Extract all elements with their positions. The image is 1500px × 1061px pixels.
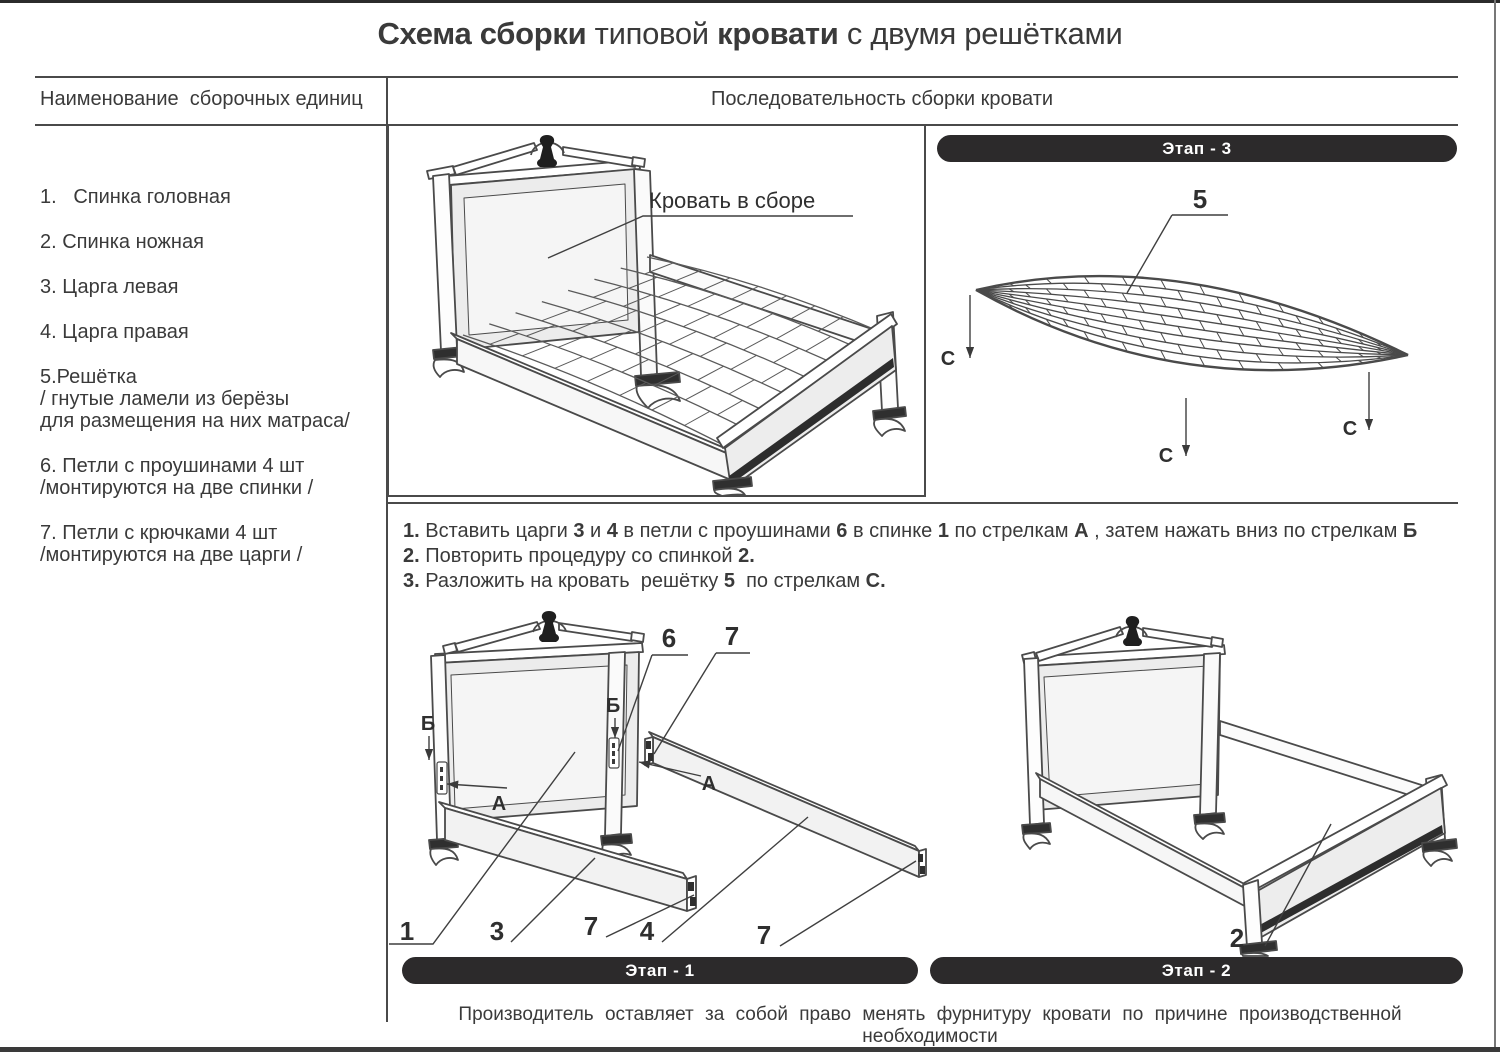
label-b-right: Б [605,695,621,717]
text-segment: Вставить царги [419,520,574,542]
text-segment: 1 [937,520,949,542]
parts-list-item [40,276,385,298]
urn-finial-icon [1123,616,1142,646]
parts-list-item [40,522,385,566]
page-title [0,16,1500,52]
text-segment: по стрелкам [948,520,1075,542]
section-divider [387,502,1458,504]
assembly-instructions [403,519,1488,594]
top-border-line [0,0,1500,3]
stage1-banner: Этап - 1 [402,957,918,984]
text-segment: С. [865,570,886,592]
parts-list-item-line: 5.Решётка [40,366,137,388]
text-segment: в петли с проушинами [617,520,837,542]
parts-list-item [40,455,385,499]
text-segment: 2. [738,545,755,567]
text-segment: кровати [717,16,839,51]
assembled-bed-diagram [387,124,926,497]
label-part-3: 3 [489,916,505,946]
text-segment: 3. [403,570,420,592]
label-part-7-top: 7 [724,621,740,651]
instruction-step-3 [403,569,1488,594]
stage2-drawing [1022,616,1457,956]
parts-panel-header: Наименование сборочных единиц [40,88,363,110]
manufacturer-disclaimer: Производитель оставляет за собой право менять фурнитуру кровати по причине производственной необходимости [458,1004,1402,1047]
sequence-panel-header: Последовательность сборки кровати [710,88,1054,110]
text-segment: 4 [606,520,618,542]
parts-list-item [40,231,385,253]
label-c-middle: С [1158,445,1174,467]
text-segment: по стрелкам [734,570,866,592]
parts-list-item-line: 2. Спинка ножная [40,231,204,253]
parts-list-item-line: 1. Спинка головная [40,186,231,208]
parts-list-item-line: 3. Царга левая [40,276,179,298]
text-segment: и [584,520,607,542]
instruction-step-1 [403,519,1488,544]
parts-list-item-line: /монтируются на две царги / [40,544,303,566]
label-part-7-mid: 7 [583,911,599,941]
parts-list-item-line: 4. Царга правая [40,321,189,343]
instruction-step-2 [403,544,1488,569]
text-segment: Б [1402,520,1418,542]
stage1-drawing [429,611,926,911]
slat-base-drawing [976,276,1408,370]
parts-list-item-line: /монтируются на две спинки / [40,477,314,499]
urn-finial-icon [539,611,559,642]
text-segment: Разложить на кровать решётку [419,570,724,592]
text-segment: , затем нажать вниз по стрелкам [1088,520,1403,542]
stage3-banner: Этап - 3 [937,135,1457,162]
text-segment: 6 [836,520,848,542]
hook-icon [648,753,653,761]
label-part-6: 6 [661,623,677,653]
hook-icon [690,897,696,906]
label-a-left: А [491,793,507,815]
callout-assembled-bed: Кровать в сборе [649,188,816,213]
text-segment: А [1074,520,1089,542]
label-part-4: 4 [639,916,655,946]
text-segment: Повторить процедуру со спинкой [419,545,739,567]
label-c-right: С [1342,418,1358,440]
stage3-leaders [970,215,1369,456]
parts-list-item [40,186,385,208]
hook-icon [920,866,925,874]
hook-icon [688,882,694,891]
parts-list-item [40,321,385,343]
parts-list-item-line: 6. Петли с проушинами 4 шт [40,455,305,477]
label-part-1: 1 [399,916,415,946]
text-segment: 1. [403,520,420,542]
text-segment: 2. [403,545,420,567]
parts-list-item-line: 7. Петли с крючками 4 шт [40,522,278,544]
text-segment: Схема сборки [377,16,595,51]
text-segment: в спинке [847,520,938,542]
label-c-left: С [940,348,956,370]
label-a-right: А [701,773,717,795]
text-segment: с двумя решётками [838,16,1123,51]
label-b-left: Б [420,713,436,735]
hook-icon [646,741,651,749]
stage2-frame-diagram [940,611,1496,956]
parts-list-item-line: для размещения на них матраса/ [40,410,350,432]
label-part-2: 2 [1229,923,1245,953]
parts-list [40,186,385,589]
hook-icon [918,854,923,862]
text-segment: 3 [573,520,585,542]
stage3-slat-base-diagram [926,165,1496,503]
parts-list-item [40,366,385,432]
label-part-5: 5 [1192,184,1208,214]
urn-finial-icon [537,135,557,167]
label-part-7-right: 7 [756,920,772,950]
title-divider [35,76,1458,78]
stage2-banner: Этап - 2 [930,957,1463,984]
text-segment: 5 [723,570,735,592]
text-segment: типовой [594,16,718,51]
parts-list-item-line: / гнутые ламели из берёзы [40,388,290,410]
stage1-headboard-rails-diagram [387,610,935,956]
